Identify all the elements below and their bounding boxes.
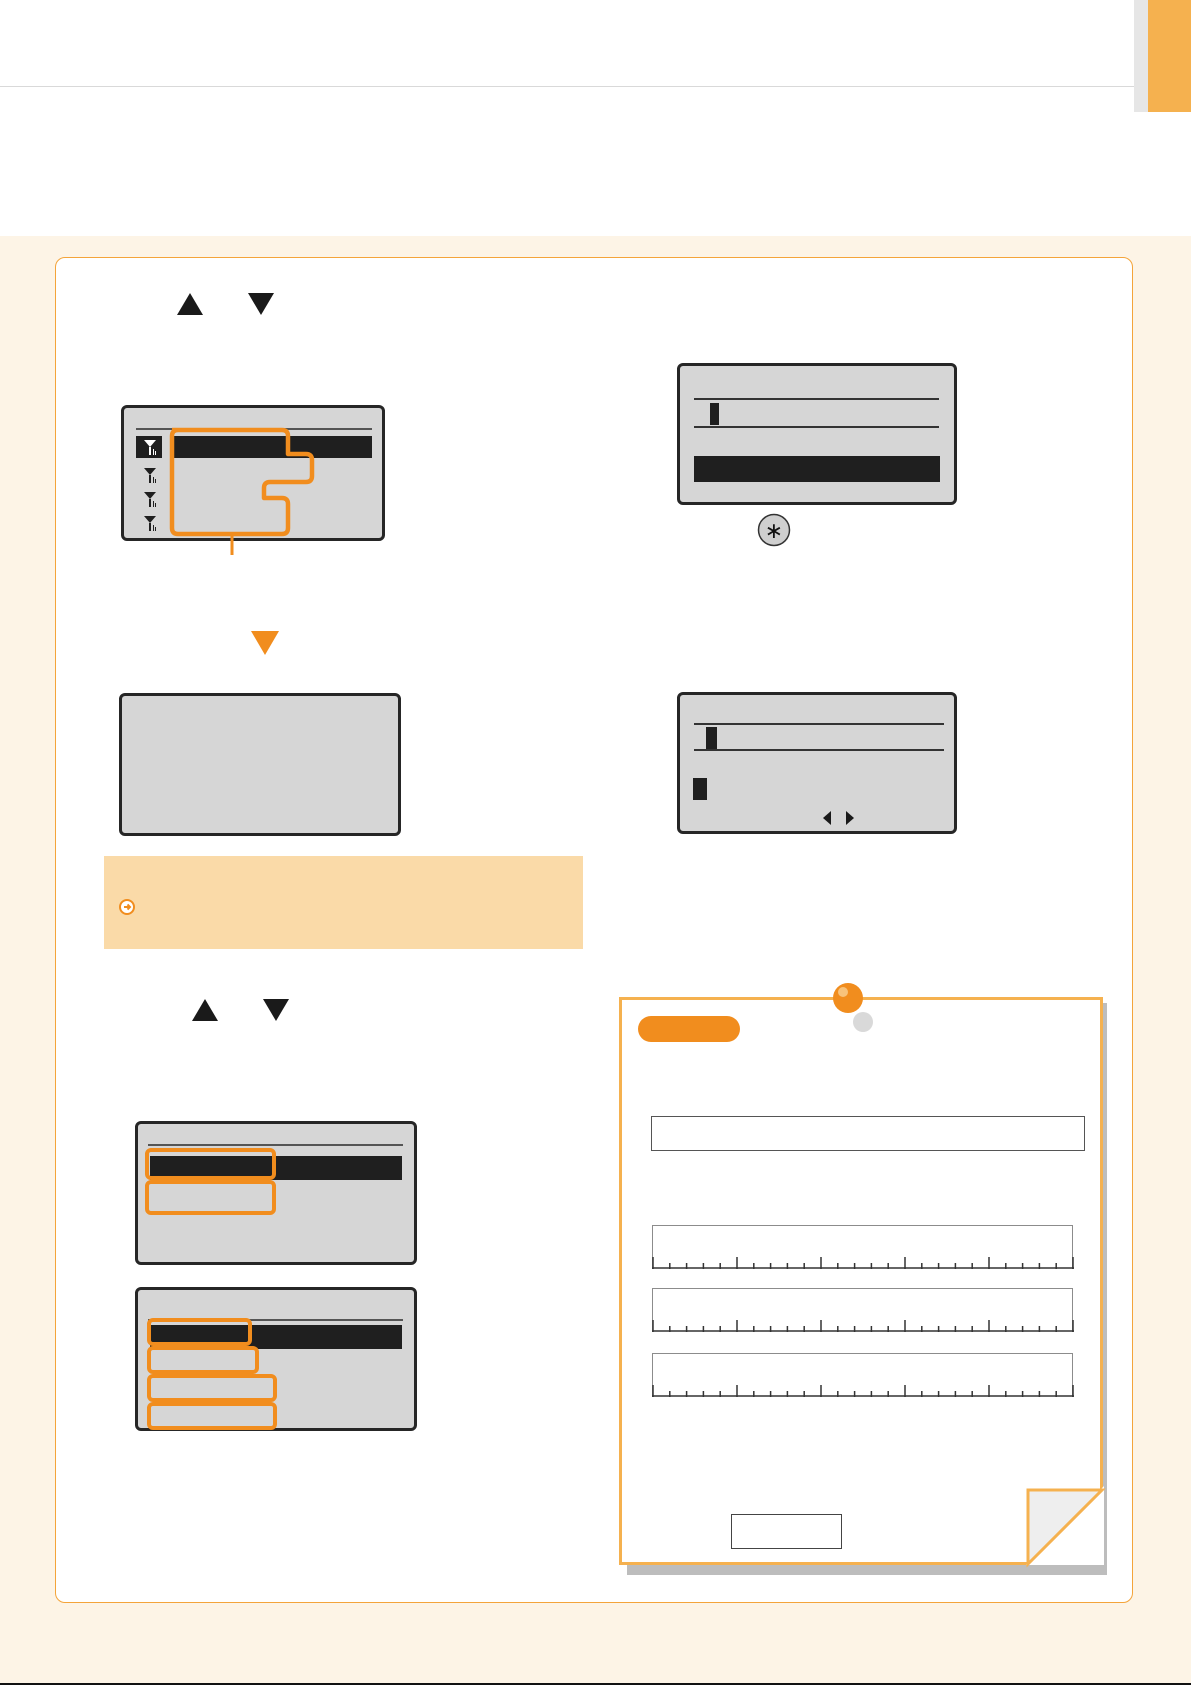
orange-option-outline — [147, 1346, 259, 1374]
orange-highlight-outline — [166, 424, 316, 556]
lcd-screen-blank — [119, 693, 401, 836]
orange-option-outline — [147, 1318, 252, 1346]
highlighted-row — [694, 456, 940, 482]
header-rule — [0, 86, 1138, 87]
orange-option-outline — [145, 1180, 276, 1215]
triangle-up-icon — [176, 292, 204, 316]
arrow-left-right-icon — [822, 809, 856, 827]
triangle-down-icon — [247, 292, 275, 316]
lcd-screen-entry — [677, 363, 957, 505]
orange-option-outline — [147, 1374, 277, 1402]
memo-small-box — [731, 1514, 842, 1549]
orange-option-outline — [145, 1148, 276, 1180]
orange-option-outline — [147, 1402, 277, 1430]
input-mode-marker — [693, 778, 707, 800]
antenna-icon — [142, 514, 158, 532]
memo-ruler-field — [652, 1288, 1073, 1332]
triangle-up-icon — [191, 998, 219, 1022]
memo-sheet — [619, 997, 1103, 1565]
triangle-down-icon — [262, 998, 290, 1022]
memo-ruler-field — [652, 1353, 1073, 1397]
chapter-tab — [1148, 0, 1191, 112]
page-curl — [1024, 1486, 1106, 1568]
chapter-tab-shadow — [1134, 0, 1148, 112]
antenna-icon — [142, 466, 158, 484]
push-pin-icon — [830, 980, 880, 1034]
note-box — [104, 856, 583, 949]
memo-field-box — [651, 1116, 1085, 1151]
text-cursor — [710, 403, 719, 425]
antenna-icon — [142, 438, 158, 456]
antenna-icon — [142, 490, 158, 508]
text-cursor — [706, 727, 717, 749]
circle-arrow-icon — [118, 898, 136, 916]
memo-ruler-field — [652, 1225, 1073, 1269]
svg-text:∗: ∗ — [764, 519, 784, 544]
orange-down-arrow-icon — [250, 630, 280, 656]
asterisk-key-icon — [757, 513, 791, 547]
memo-label-pill — [638, 1016, 740, 1042]
lcd-screen-character-entry — [677, 692, 957, 834]
